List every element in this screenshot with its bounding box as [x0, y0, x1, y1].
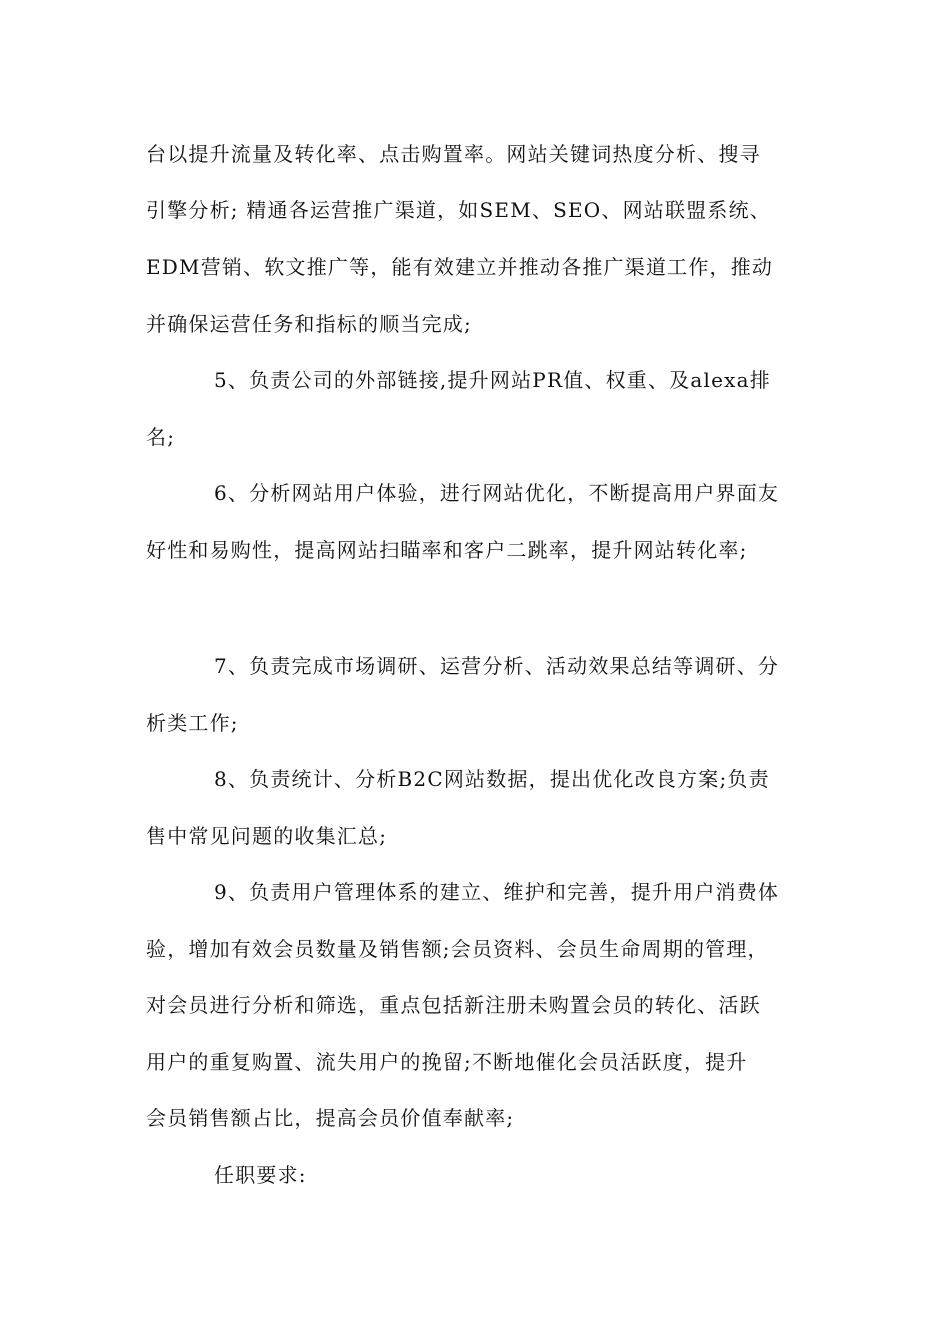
paragraph-line: EDM营销、软文推广等，能有效建立并推动各推广渠道工作，推动 [146, 255, 774, 279]
paragraph-line: 台以提升流量及转化率、点击购置率。网站关键词热度分析、搜寻 [146, 142, 761, 166]
paragraph-line: 对会员进行分析和筛选，重点包括新注册未购置会员的转化、活跃 [146, 993, 761, 1017]
paragraph-line: 好性和易购性，提高网站扫瞄率和客户二跳率，提升网站转化率; [146, 538, 748, 562]
paragraph-line: 会员销售额占比，提高会员价值奉献率; [146, 1106, 515, 1130]
paragraph-line: 售中常见问题的收集汇总; [146, 824, 388, 848]
list-item-7: 7、负责完成市场调研、运营分析、活动效果总结等调研、分 [214, 654, 780, 678]
paragraph-line: 并确保运营任务和指标的顺当完成; [146, 312, 472, 336]
paragraph-line: 验，增加有效会员数量及销售额;会员资料、会员生命周期的管理， [146, 937, 769, 961]
list-item-8: 8、负责统计、分析B2C网站数据，提出优化改良方案;负责 [214, 767, 770, 791]
list-item-6: 6、分析网站用户体验，进行网站优化，不断提高用户界面友 [214, 481, 780, 505]
paragraph-line: 析类工作; [146, 711, 239, 735]
paragraph-line: 用户的重复购置、流失用户的挽留;不断地催化会员活跃度，提升 [146, 1050, 748, 1074]
list-item-5: 5、负责公司的外部链接,提升网站PR值、权重、及alexa排 [214, 368, 771, 392]
paragraph-line: 名; [146, 425, 176, 449]
list-item-9: 9、负责用户管理体系的建立、维护和完善，提升用户消费体 [214, 880, 780, 904]
paragraph-line: 引擎分析; 精通各运营推广渠道，如SEM、SEO、网站联盟系统、 [146, 198, 771, 222]
section-heading: 任职要求: [214, 1163, 307, 1187]
